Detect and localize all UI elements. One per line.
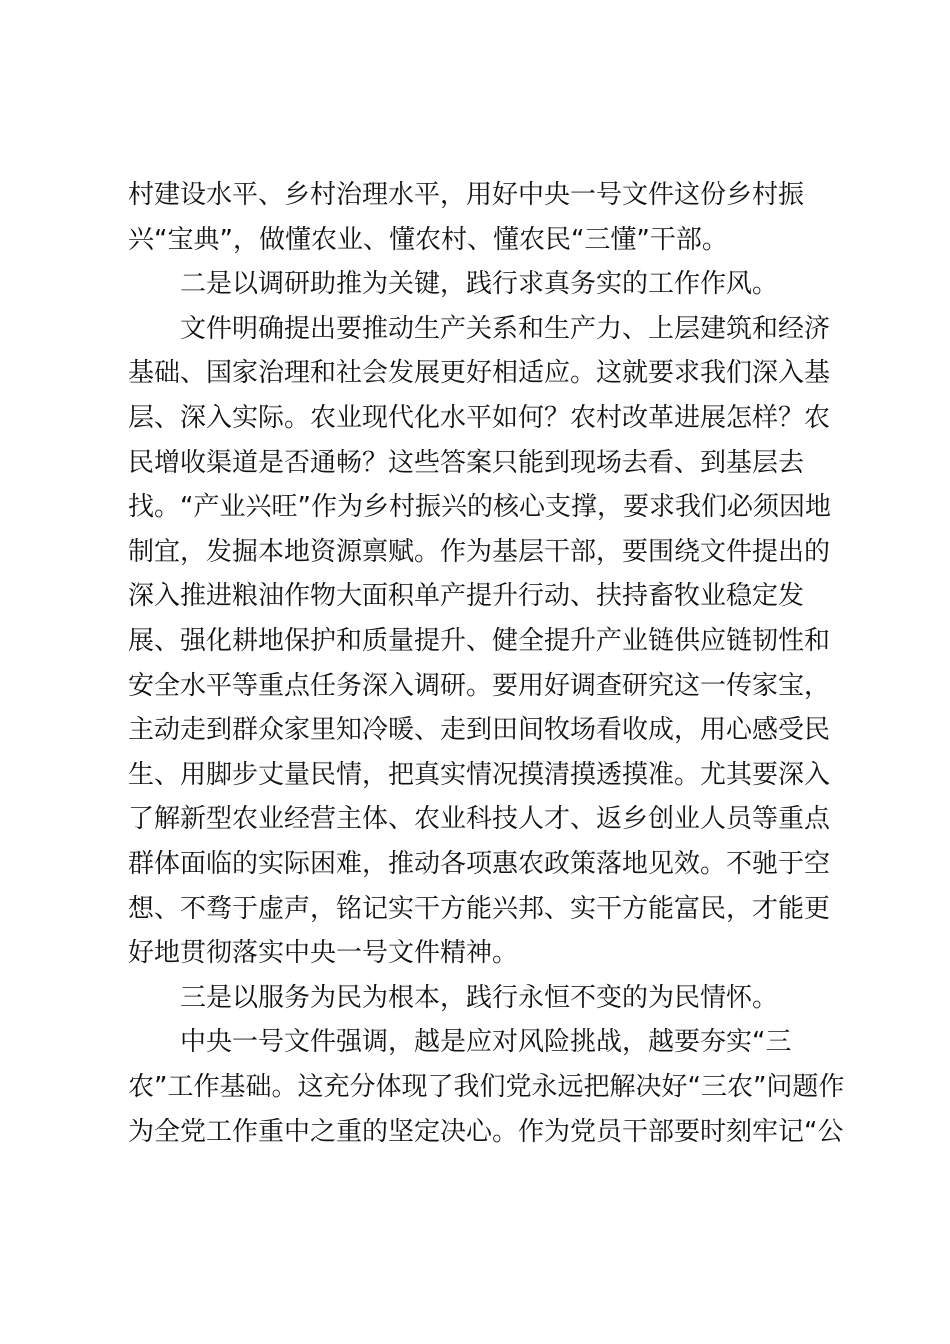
text-line: 基础、国家治理和社会发展更好相适应。这就要求我们深入基 bbox=[128, 358, 831, 388]
text-line: 为全党工作重中之重的坚定决心。作为党员干部要时刻牢记“公 bbox=[128, 1117, 844, 1147]
text-line: 制宜，发掘本地资源禀赋。作为基层干部，要围绕文件提出的 bbox=[128, 537, 831, 567]
text-line: 中央一号文件强调，越是应对风险挑战，越要夯实“三 bbox=[180, 1027, 792, 1057]
text-line: 农”工作基础。这充分体现了我们党永远把解决好“三农”问题作 bbox=[128, 1072, 845, 1102]
text-line: 层、深入实际。农业现代化水平如何？农村改革进展怎样？农 bbox=[128, 403, 831, 433]
text-line: 村建设水平、乡村治理水平，用好中央一号文件这份乡村振 bbox=[128, 180, 805, 210]
text-line: 兴“宝典”，做懂农业、懂农村、懂农民“三懂”干部。 bbox=[128, 225, 728, 255]
text-line: 主动走到群众家里知冷暖、走到田间牧场看收成，用心感受民 bbox=[128, 715, 831, 745]
text-line: 深入推进粮油作物大面积单产提升行动、扶持畜牧业稳定发 bbox=[128, 581, 805, 611]
text-line: 展、强化耕地保护和质量提升、健全提升产业链供应链韧性和 bbox=[128, 626, 831, 656]
text-line: 文件明确提出要推动生产关系和生产力、上层建筑和经济 bbox=[180, 314, 831, 344]
text-line: 找。“产业兴旺”作为乡村振兴的核心支撑，要求我们必须因地 bbox=[128, 492, 831, 522]
text-line: 好地贯彻落实中央一号文件精神。 bbox=[128, 938, 519, 968]
text-line: 安全水平等重点任务深入调研。要用好调查研究这一传家宝， bbox=[128, 671, 831, 701]
section-heading: 二是以调研助推为关键，践行求真务实的工作作风。 bbox=[180, 269, 779, 299]
text-line: 想、不骛于虚声，铭记实干方能兴邦、实干方能富民，才能更 bbox=[128, 894, 831, 924]
text-line: 民增收渠道是否通畅？这些答案只能到现场去看、到基层去 bbox=[128, 448, 805, 478]
text-line: 群体面临的实际困难，推动各项惠农政策落地见效。不驰于空 bbox=[128, 849, 831, 879]
section-heading: 三是以服务为民为根本，践行永恒不变的为民情怀。 bbox=[180, 983, 779, 1013]
text-line: 生、用脚步丈量民情，把真实情况摸清摸透摸准。尤其要深入 bbox=[128, 760, 831, 790]
text-line: 了解新型农业经营主体、农业科技人才、返乡创业人员等重点 bbox=[128, 804, 831, 834]
